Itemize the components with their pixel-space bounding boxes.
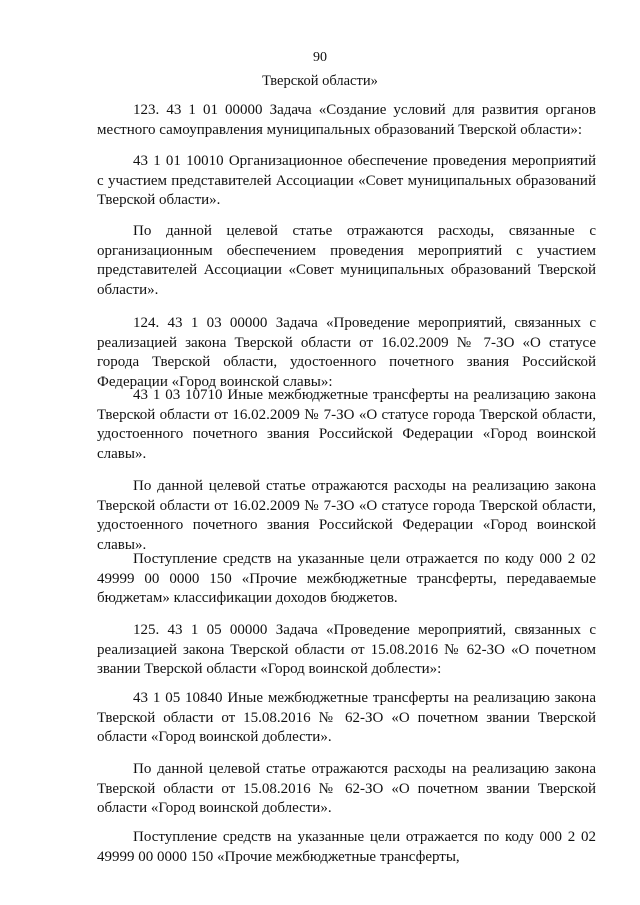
paragraph-code-43105-10840: 43 1 05 10840 Иные межбюджетные трансферты на реализацию закона Тверской области от 15.08.2016 № 62-ЗО «О почетном звании Тверской области «Город воинской доблести». [97, 690, 596, 745]
paragraph-expense-note-2: По данной целевой статье отражаются расходы на реализацию закона Тверской области от 16.02.2009 № 7-ЗО «О статусе города Тверской области, удостоенного почетного звания Российской Федерации «Город воинской славы». [97, 478, 596, 553]
paragraph-expense-note-3: По данной целевой статье отражаются расходы на реализацию закона Тверской области от 15.08.2016 № 62-ЗО «О почетном звании Тверской области «Город воинской доблести». [97, 761, 596, 816]
paragraph-task-123: 123. 43 1 01 00000 Задача «Создание условий для развития органов местного самоуправления муниципальных образований Тверской области»: [97, 102, 596, 138]
paragraph-task-124: 124. 43 1 03 00000 Задача «Проведение мероприятий, связанных с реализацией закона Тверской области от 16.02.2009 № 7-ЗО «О статусе города Тверской области, удостоенного почетного звания Российской Федерации «Город воинской славы»: [97, 315, 596, 390]
header-continuation: Тверской области» [262, 73, 378, 89]
paragraph-income-note-2: Поступление средств на указанные цели отражается по коду 000 2 02 49999 00 0000 150 «Прочие межбюджетные трансферты, [97, 829, 596, 865]
paragraph-code-43103-10710: 43 1 03 10710 Иные межбюджетные трансферты на реализацию закона Тверской области от 16.02.2009 № 7-ЗО «О статусе города Тверской области, удостоенного почетного звания Российской Федерации «Город воинской славы». [97, 387, 596, 462]
paragraph-income-note-1: Поступление средств на указанные цели отражается по коду 000 2 02 49999 00 0000 150 «Прочие межбюджетные трансферты, передаваемые бюджетам» классификации доходов бюджетов. [97, 551, 596, 606]
paragraph-code-43101-10010: 43 1 01 10010 Организационное обеспечение проведения мероприятий с участием представителей Ассоциации «Совет муниципальных образований Тверской области». [97, 153, 596, 208]
page-number: 90 [313, 50, 327, 65]
paragraph-task-125: 125. 43 1 05 00000 Задача «Проведение мероприятий, связанных с реализацией закона Тверской области от 15.08.2016 № 62-ЗО «О почетном звании Тверской области «Город воинской доблести»: [97, 622, 596, 677]
paragraph-expense-note-1: По данной целевой статье отражаются расходы, связанные с организационным обеспечением проведения мероприятий с участием представителей Ассоциации «Совет муниципальных образований Тверской области». [97, 223, 596, 298]
